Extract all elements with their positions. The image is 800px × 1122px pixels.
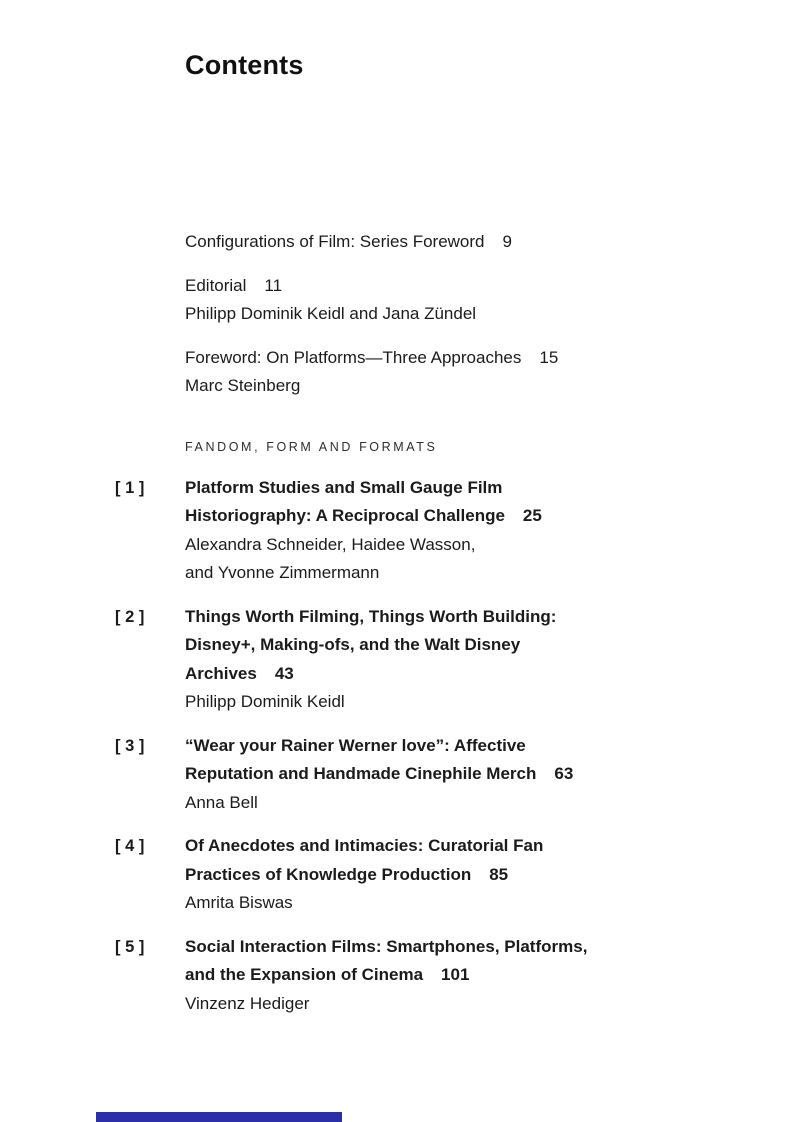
chapter-number-label: [ 4 ] (115, 837, 145, 855)
toc-entry-author: Philipp Dominik Keidl and Jana Zündel (185, 304, 477, 323)
chapter-author: Alexandra Schneider, Haidee Wasson, (185, 534, 476, 554)
chapter-title-line (185, 660, 800, 689)
toc-front-matter-entry (0, 228, 800, 257)
chapter-author: Philipp Dominik Keidl (185, 692, 345, 711)
chapter-title-line (185, 502, 800, 531)
chapter-title-text: Practices of Knowledge Production (185, 864, 472, 884)
chapter-author: Anna Bell (185, 792, 258, 812)
toc-entry-title: Editorial (185, 275, 247, 295)
toc-chapter-entry (0, 832, 800, 918)
chapter-title-text: Platform Studies and Small Gauge Film (185, 477, 503, 497)
chapter-number-label: [ 2 ] (115, 607, 145, 626)
chapter-title-line (185, 474, 800, 503)
toc-entry-title-line (185, 344, 800, 373)
chapter-page-number: 101 (441, 965, 470, 984)
chapter-title-line (185, 832, 800, 861)
chapter-number-label: [ 1 ] (115, 478, 145, 497)
toc-chapter-entry (0, 732, 800, 818)
toc-front-matter-entry (0, 272, 800, 329)
footer-accent-bar (96, 1112, 342, 1122)
chapter-number-label: [ 3 ] (115, 736, 145, 755)
chapter-page-number: 25 (522, 506, 542, 525)
toc-chapter-entry (0, 603, 800, 717)
toc-entry-author: Marc Steinberg (185, 376, 301, 395)
chapter-title-text: Archives (185, 663, 257, 683)
chapter-author: and Yvonne Zimmermann (185, 563, 380, 582)
page-title: Contents (185, 50, 304, 80)
chapter-author: Amrita Biswas (185, 893, 293, 912)
chapter-title-text: Reputation and Handmade Cinephile Merch (185, 764, 537, 783)
chapter-page-number: 43 (274, 663, 294, 683)
toc-chapter-entry (0, 474, 800, 588)
toc-entry-page-number: 9 (502, 232, 512, 251)
chapter-title-text: Disney+, Making-ofs, and the Walt Disney (185, 635, 521, 654)
toc-chapter-entry (0, 933, 800, 1019)
chapter-title-line (185, 631, 800, 660)
toc-entry-title-line (185, 228, 800, 257)
chapter-list (0, 474, 800, 1019)
chapter-page-number: 63 (554, 764, 574, 783)
chapter-title-line (185, 961, 800, 990)
toc-entry-title-line (185, 272, 800, 301)
toc-entry-title: Foreword: On Platforms—Three Approaches (185, 347, 522, 367)
chapter-title-line (185, 732, 800, 761)
chapter-title-line (185, 760, 800, 789)
chapter-title-text: Of Anecdotes and Intimacies: Curatorial Fan (185, 836, 544, 855)
front-matter-list (0, 228, 800, 401)
table-of-contents (0, 228, 800, 1033)
toc-entry-title: Configurations of Film: Series Foreword (185, 232, 485, 251)
chapter-title-text: “Wear your Rainer Werner love”: Affective (185, 735, 526, 755)
toc-entry-page-number: 15 (539, 347, 559, 367)
chapter-author: Vinzenz Hediger (185, 993, 310, 1013)
chapter-title-text: Historiography: A Reciprocal Challenge (185, 506, 505, 525)
chapter-page-number: 85 (489, 864, 509, 884)
chapter-title-line (185, 603, 800, 632)
chapter-number-label: [ 5 ] (115, 937, 145, 956)
chapter-title-text: Things Worth Filming, Things Worth Building: (185, 606, 557, 626)
chapter-title-line (185, 861, 800, 890)
toc-front-matter-entry (0, 344, 800, 401)
chapter-title-text: Social Interaction Films: Smartphones, Platforms, (185, 936, 588, 956)
chapter-title-text: and the Expansion of Cinema (185, 965, 424, 984)
chapter-title-line (185, 933, 800, 962)
section-heading: FANDOM, FORM AND FORMATS (185, 439, 438, 454)
toc-entry-page-number: 11 (264, 275, 283, 295)
